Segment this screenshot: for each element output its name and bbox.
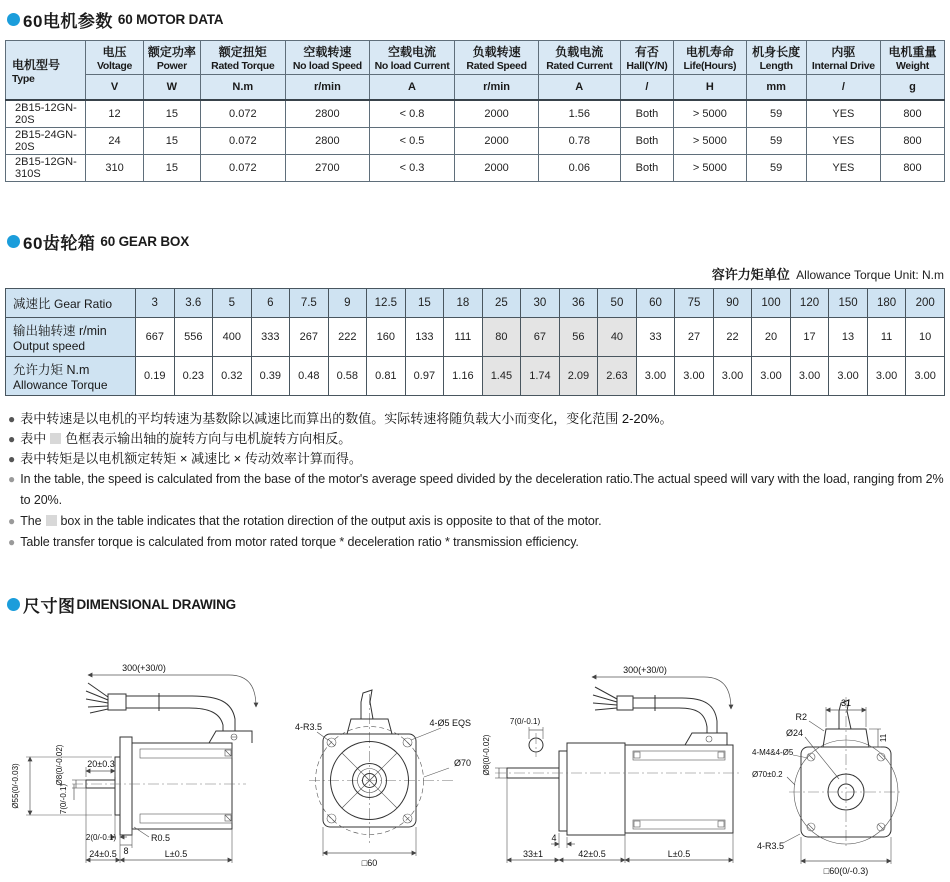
drawing-gearbox-front-view	[751, 667, 906, 882]
motor-unit-cell: A	[538, 75, 620, 101]
motor-data-cell: 59	[746, 100, 806, 128]
note-bullet-icon: ●	[8, 452, 16, 466]
motor-data-cell: 0.072	[200, 128, 286, 155]
gear-torque-cell: 3.00	[713, 357, 752, 396]
gear-ratio-cell: 3	[136, 289, 175, 318]
gear-torque-cell: 3.00	[829, 357, 868, 396]
motor-column-header: 负载电流 Rated Current	[538, 41, 620, 75]
dim-shaft-flat: 7(0/-0.1)	[59, 783, 68, 815]
motor-column-header: 额定扭矩 Rated Torque	[200, 41, 286, 75]
gear-torque-cell: 0.81	[367, 357, 406, 396]
gear-ratio-cell: 3.6	[174, 289, 213, 318]
section-title-dimensional-drawing	[0, 585, 950, 617]
gear-speed-cell: 133	[405, 318, 444, 357]
gear-speed-cell: 40	[598, 318, 637, 357]
gear-ratio-cell: 90	[713, 289, 752, 318]
motor-data-cell: Both	[620, 100, 674, 128]
dim-corner-radius: 4-R3.5	[295, 722, 323, 732]
motor-data-cell: 12	[85, 100, 143, 128]
motor-header-type: 电机型号 Type	[6, 41, 86, 101]
motor-data-cell: Both	[620, 128, 674, 155]
note-text	[20, 511, 601, 532]
motor-data-cell: 800	[881, 155, 945, 182]
dim-screw-holes: 4-M4&4-Ø5	[752, 748, 794, 757]
note-item	[8, 409, 950, 429]
note-bullet-icon: ●	[8, 472, 16, 486]
gear-ratio-cell: 50	[598, 289, 637, 318]
gear-speed-cell: 667	[136, 318, 175, 357]
gear-box-table	[5, 288, 945, 396]
gear-torque-cell: 3.00	[636, 357, 675, 396]
motor-title-cn: 60电机参数	[23, 12, 113, 31]
gear-torque-cell: 0.58	[328, 357, 367, 396]
motor-data-table	[5, 40, 945, 182]
gear-ratio-cell: 9	[328, 289, 367, 318]
gear-ratio-cell: 200	[906, 289, 945, 318]
gear-torque-cell: 3.00	[790, 357, 829, 396]
gear-speed-cell: 17	[790, 318, 829, 357]
gear-ratio-row	[6, 289, 945, 318]
note-bullet-icon: ●	[8, 432, 16, 446]
motor-column-header: 电压 Voltage	[85, 41, 143, 75]
gear-ratio-cell: 75	[675, 289, 714, 318]
gear-speed-cell: 13	[829, 318, 868, 357]
drawing-motor-side-view	[4, 647, 289, 882]
motor-unit-cell: N.m	[200, 75, 286, 101]
gear-speed-cell: 80	[482, 318, 521, 357]
gear-speed-cell: 267	[290, 318, 329, 357]
gear-torque-cell: 3.00	[867, 357, 906, 396]
gear-ratio-cell: 7.5	[290, 289, 329, 318]
motor-data-cell: Both	[620, 155, 674, 182]
section-title-motor-data	[0, 0, 950, 32]
section-bullet-icon	[7, 13, 20, 26]
gear-ratio-cell: 25	[482, 289, 521, 318]
gear-speed-cell: 56	[559, 318, 598, 357]
note-bullet-icon: ●	[8, 514, 16, 528]
dim-cap-width: 31	[840, 698, 852, 708]
dim-square-size: □60(0/-0.3)	[823, 866, 869, 876]
gear-speed-cell: 333	[251, 318, 290, 357]
motor-data-cell: 2000	[455, 155, 539, 182]
motor-data-cell: 59	[746, 155, 806, 182]
dim-body-length: L±0.5	[164, 849, 188, 859]
dim-corner-radius: 4-R3.5	[757, 841, 785, 851]
motor-column-header: 负载转速 Rated Speed	[455, 41, 539, 75]
gear-speed-cell: 111	[444, 318, 483, 357]
dim-circle-dia: Ø70	[453, 758, 471, 768]
motor-data-cell: 0.072	[200, 100, 286, 128]
motor-unit-cell: H	[674, 75, 746, 101]
gear-ratio-cell: 18	[444, 289, 483, 318]
motor-data-cell: 2000	[455, 100, 539, 128]
dim-cap-height: 11	[879, 733, 888, 743]
motor-table-row	[6, 155, 945, 182]
gearbox-title-cn: 60齿轮箱	[23, 234, 96, 253]
gear-speed-cell: 20	[752, 318, 791, 357]
note-text: 表中转速是以电机的平均转速为基数除以减速比而算出的数值。实际转速将随负载大小而变化，变化范围 2-20%。	[20, 411, 673, 426]
motor-column-header: 机身长度 Length	[746, 41, 806, 75]
note-item	[8, 532, 950, 553]
motor-data-cell: 15	[144, 100, 200, 128]
gear-speed-cell: 33	[636, 318, 675, 357]
motor-data-cell: YES	[806, 100, 880, 128]
gear-torque-cell: 0.19	[136, 357, 175, 396]
dim-radius: R0.5	[151, 833, 171, 843]
dim-gearbox-length: 42±0.5	[578, 849, 606, 859]
motor-unit-cell: r/min	[286, 75, 370, 101]
gray-box-swatch	[46, 515, 57, 526]
motor-data-cell: 0.78	[538, 128, 620, 155]
gear-torque-cell: 1.16	[444, 357, 483, 396]
gear-torque-cell: 1.45	[482, 357, 521, 396]
gear-row-label-torque: 允许力矩 N.m Allowance Torque	[6, 357, 136, 396]
note-text: Table transfer torque is calculated from motor rated torque * deceleration ratio * transmission efficiency.	[20, 535, 579, 549]
gear-ratio-cell: 180	[867, 289, 906, 318]
note-text-post: box in the table indicates that the rotation direction of the output axis is opposite to that of the motor.	[60, 514, 602, 528]
section-bullet-icon	[7, 235, 20, 248]
motor-unit-cell: A	[369, 75, 455, 101]
motor-data-cell: 800	[881, 128, 945, 155]
motor-data-cell: 24	[85, 128, 143, 155]
motor-data-cell: 800	[881, 100, 945, 128]
dim-front-length: 24±0.5	[89, 849, 117, 859]
motor-unit-cell: /	[806, 75, 880, 101]
note-item	[8, 511, 950, 532]
motor-column-header: 额定功率 Power	[144, 41, 200, 75]
note-bullet-icon: ●	[8, 412, 16, 426]
dim-flange-thickness: 4	[551, 833, 557, 843]
gear-torque-cell: 3.00	[752, 357, 791, 396]
dim-boss-dia: Ø55(0/-0.03)	[11, 763, 20, 809]
motor-unit-cell: /	[620, 75, 674, 101]
gear-ratio-cell: 120	[790, 289, 829, 318]
gear-torque-cell: 0.32	[213, 357, 252, 396]
motor-unit-cell: r/min	[455, 75, 539, 101]
gear-torque-cell: 3.00	[675, 357, 714, 396]
motor-data-cell: 2800	[286, 128, 370, 155]
gear-ratio-cell: 6	[251, 289, 290, 318]
note-text-pre: 表中	[20, 431, 47, 446]
motor-data-cell: YES	[806, 128, 880, 155]
dim-cap-radius: R2	[795, 712, 807, 722]
gear-speed-cell: 556	[174, 318, 213, 357]
dim-shaft-length: 20±0.3	[87, 759, 115, 769]
motor-data-cell: 15	[144, 128, 200, 155]
dim-circle-dia: Ø70±0.2	[752, 770, 783, 779]
motor-data-cell: > 5000	[674, 155, 746, 182]
motor-data-cell: YES	[806, 155, 880, 182]
gear-speed-cell: 67	[521, 318, 560, 357]
motor-data-cell: 59	[746, 128, 806, 155]
dim-shaft-dia: Ø8(0/-0.02)	[482, 734, 491, 776]
drawing-title-en: DIMENSIONAL DRAWING	[76, 597, 236, 612]
dim-body-length: L±0.5	[667, 849, 691, 859]
note-text-pre: The	[20, 514, 42, 528]
notes-list	[8, 409, 950, 553]
gear-speed-cell: 160	[367, 318, 406, 357]
dim-shaft-dia: Ø8(0/-0.02)	[55, 744, 64, 786]
drawing-gearmotor-side-view	[477, 647, 747, 882]
gear-torque-cell: 0.97	[405, 357, 444, 396]
drawing-title-cn: 尺寸图	[23, 597, 76, 616]
dim-mount-holes: 4-Ø5 EQS	[429, 718, 471, 728]
gearbox-title-en: 60 GEAR BOX	[100, 234, 189, 249]
dim-cable-length: 300(+30/0)	[122, 663, 166, 673]
dim-step: 2(0/-0.1)	[85, 833, 117, 842]
gear-ratio-cell: 12.5	[367, 289, 406, 318]
motor-data-cell: > 5000	[674, 100, 746, 128]
section-bullet-icon	[7, 598, 20, 611]
gear-torque-row	[6, 357, 945, 396]
gear-ratio-cell: 5	[213, 289, 252, 318]
motor-column-header: 电机寿命 Life(Hours)	[674, 41, 746, 75]
unit-note-en: Allowance Torque Unit: N.m	[796, 268, 944, 282]
gear-speed-cell: 222	[328, 318, 367, 357]
motor-data-cell: 0.072	[200, 155, 286, 182]
gear-torque-cell: 1.74	[521, 357, 560, 396]
motor-type-cell: 2B15-24GN-20S	[6, 128, 86, 155]
gear-torque-cell: 0.39	[251, 357, 290, 396]
note-item	[8, 449, 950, 469]
gear-torque-cell: 2.09	[559, 357, 598, 396]
gear-ratio-cell: 30	[521, 289, 560, 318]
gear-speed-cell: 400	[213, 318, 252, 357]
motor-column-header: 空载转速 No load Speed	[286, 41, 370, 75]
motor-data-cell: 2800	[286, 100, 370, 128]
unit-note-cn: 容许力矩单位	[711, 267, 790, 282]
motor-data-cell: 15	[144, 155, 200, 182]
gear-torque-cell: 2.63	[598, 357, 637, 396]
motor-column-header: 内驱 Internal Drive	[806, 41, 880, 75]
motor-data-cell: 0.06	[538, 155, 620, 182]
gear-torque-cell: 3.00	[906, 357, 945, 396]
dim-key: 7(0/-0.1)	[509, 717, 541, 726]
motor-data-cell: > 5000	[674, 128, 746, 155]
gear-speed-row	[6, 318, 945, 357]
gear-row-label-ratio: 减速比 Gear Ratio	[6, 289, 136, 318]
motor-data-cell: < 0.8	[369, 100, 455, 128]
dim-cable-length: 300(+30/0)	[623, 665, 667, 675]
allowance-torque-unit-note	[0, 264, 944, 283]
motor-type-cell: 2B15-12GN-20S	[6, 100, 86, 128]
gear-torque-cell: 0.48	[290, 357, 329, 396]
gear-torque-cell: 0.23	[174, 357, 213, 396]
gear-ratio-cell: 150	[829, 289, 868, 318]
note-text	[20, 429, 351, 449]
motor-column-header: 电机重量 Weight	[881, 41, 945, 75]
note-text: 表中转矩是以电机额定转矩 × 减速比 × 传动效率计算而得。	[20, 451, 362, 466]
motor-data-cell: 2700	[286, 155, 370, 182]
gear-row-label-speed: 输出轴转速 r/min Output speed	[6, 318, 136, 357]
gear-ratio-cell: 60	[636, 289, 675, 318]
motor-unit-cell: g	[881, 75, 945, 101]
dim-flange-width: 8	[123, 846, 129, 856]
gear-ratio-cell: 100	[752, 289, 791, 318]
motor-column-header: 空载电流 No load Current	[369, 41, 455, 75]
note-item	[8, 429, 950, 449]
dim-square-size: □60	[361, 858, 378, 868]
motor-data-cell: < 0.3	[369, 155, 455, 182]
motor-data-cell: 310	[85, 155, 143, 182]
note-text: In the table, the speed is calculated from the base of the motor's average speed divided by the deceleration ratio.The actual speed will vary with the load, ranging from 2% to 20%.	[20, 472, 944, 507]
note-bullet-icon: ●	[8, 535, 16, 549]
motor-unit-cell: mm	[746, 75, 806, 101]
gear-speed-cell: 11	[867, 318, 906, 357]
section-title-gear-box	[0, 222, 950, 254]
motor-column-header: 有否 Hall(Y/N)	[620, 41, 674, 75]
gray-box-swatch	[50, 433, 61, 444]
motor-data-cell: 2000	[455, 128, 539, 155]
gear-speed-cell: 22	[713, 318, 752, 357]
dim-shaft-length: 33±1	[523, 849, 543, 859]
motor-data-cell: 1.56	[538, 100, 620, 128]
gear-ratio-cell: 36	[559, 289, 598, 318]
note-item	[8, 469, 950, 511]
motor-title-en: 60 MOTOR DATA	[117, 12, 224, 27]
motor-unit-cell: V	[85, 75, 143, 101]
motor-unit-cell: W	[144, 75, 200, 101]
gear-ratio-cell: 15	[405, 289, 444, 318]
drawing-motor-front-view	[293, 682, 473, 874]
motor-table-row	[6, 100, 945, 128]
gear-speed-cell: 27	[675, 318, 714, 357]
dimensional-drawings	[4, 647, 950, 882]
dim-boss-dia: Ø24	[785, 728, 803, 738]
note-text-post: 色框表示输出轴的旋转方向与电机旋转方向相反。	[65, 431, 352, 446]
motor-type-cell: 2B15-12GN-310S	[6, 155, 86, 182]
gear-speed-cell: 10	[906, 318, 945, 357]
motor-table-row	[6, 128, 945, 155]
motor-data-cell: < 0.5	[369, 128, 455, 155]
